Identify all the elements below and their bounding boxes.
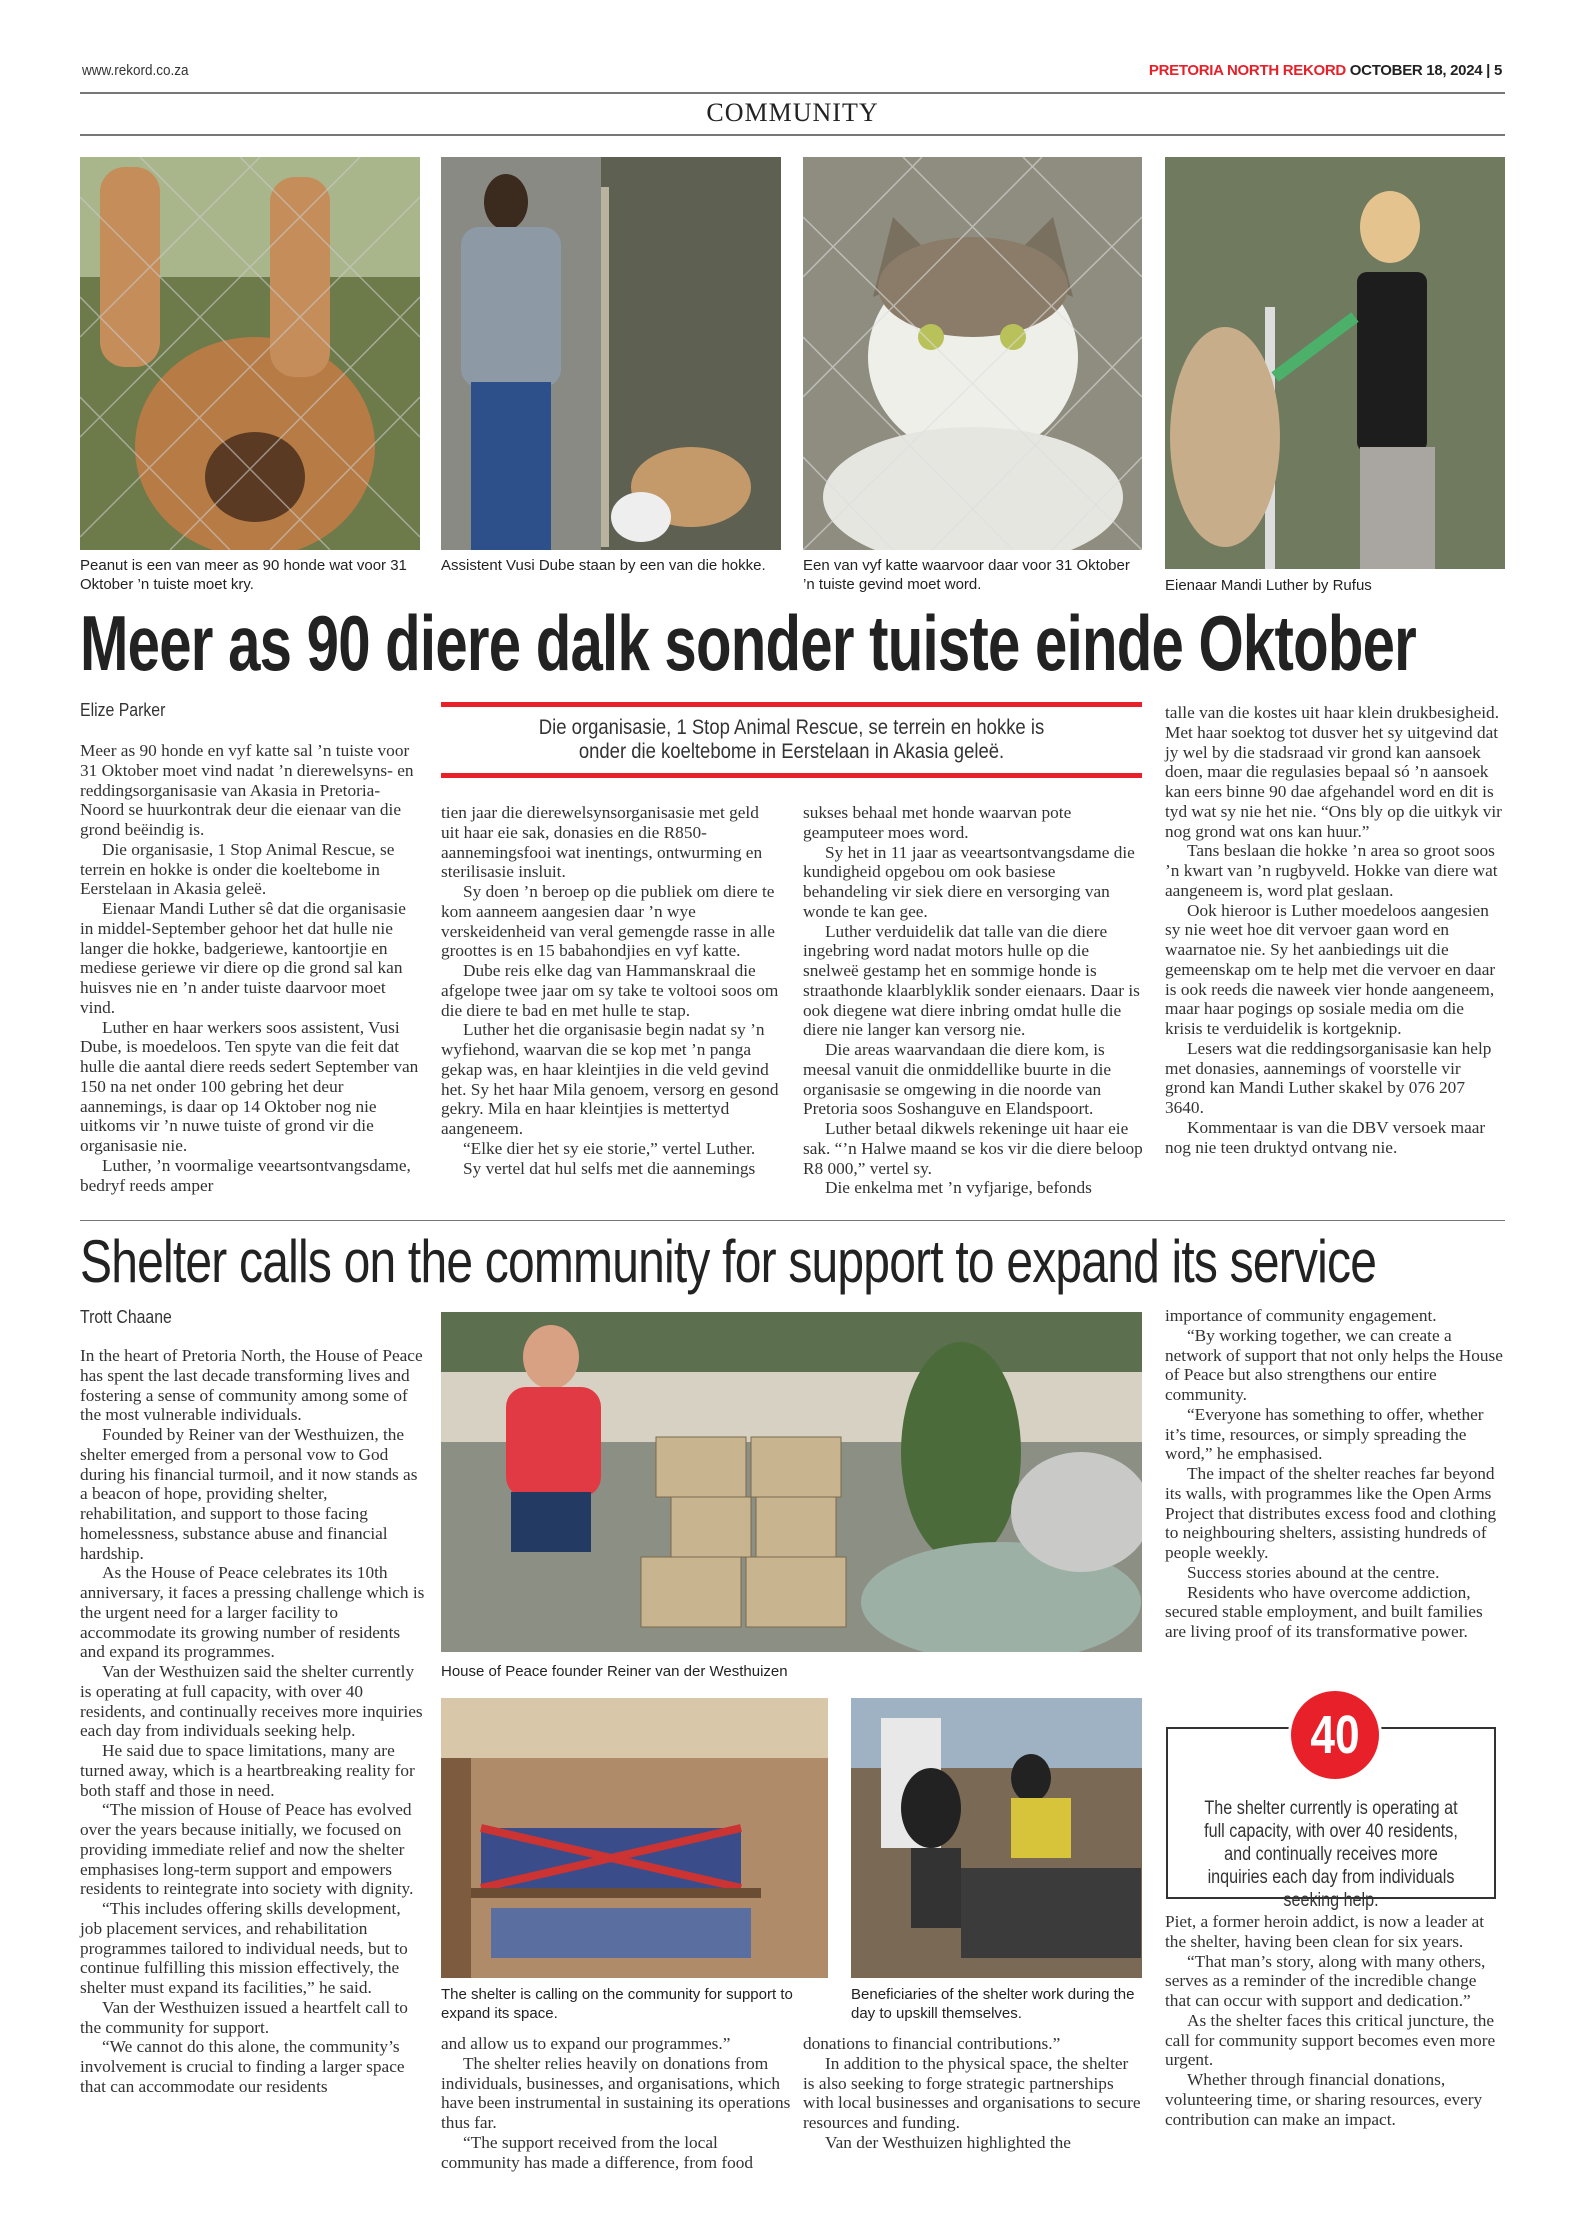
- paragraph: sukses behaal met honde waarvan pote geamputeer moes word.: [803, 803, 1072, 842]
- paragraph: Van der Westhuizen issued a heartfelt call to the community for support.: [80, 1997, 408, 2037]
- photo-caption: The shelter is calling on the community for support to expand its space.: [441, 1986, 793, 2022]
- photo-caption: Beneficiaries of the shelter work during the day to upskill themselves.: [851, 1986, 1135, 2022]
- photo-owner: [1165, 157, 1505, 569]
- paragraph: Die enkelma met ’n vyfjarige, befonds: [825, 1178, 1092, 1198]
- paragraph: Dube reis elke dag van Hammanskraal die afgelope twee jaar om sy take te voltooi soos om die diere te bad en met hulle te stap.: [441, 961, 779, 1020]
- section-title: COMMUNITY: [706, 98, 879, 127]
- photo-cat: [803, 157, 1142, 550]
- divider: [80, 92, 1505, 94]
- photo-founder: [441, 1312, 1142, 1652]
- issue-date: OCTOBER 18, 2024: [1349, 62, 1483, 79]
- paragraph: “The mission of House of Peace has evolved over the years because initially, we focused on providing immediate relief and now the shelter emphasises long-term support and empowers residents to reintegrate into society with dignity.: [80, 1800, 414, 1899]
- paragraph: Tans beslaan die hokke ’n area so groot soos ’n kwart van ’n rugbyveld. Hokke van diere wat aangeneem is, word plat geslaan.: [1165, 841, 1498, 900]
- paragraph: “We cannot do this alone, the community’s involvement is crucial to finding a larger space that can accommodate our residents: [80, 2037, 405, 2096]
- paragraph: Sy vertel dat hul selfs met die aannemings: [463, 1158, 756, 1178]
- paragraph: tien jaar die dierewelsynsorganisasie met geld uit haar eie sak, donasies en die R850-aannemingsfooi wat inentings, ontwurming en sterilisasie insluit.: [441, 803, 763, 882]
- headline: Meer as 90 diere dalk sonder tuiste einde Oktober: [80, 599, 1417, 687]
- article2-column-2: [441, 2034, 791, 2172]
- article1-column-1: [80, 741, 420, 1195]
- paragraph: Sy het in 11 jaar as veeartsontvangsdame die kundigheid opgebou om ook basiese behandeling vir siek diere en versorging van wonde te kan gee.: [803, 842, 1135, 921]
- paragraph: “Elke dier het sy eie storie,” vertel Luther.: [463, 1138, 756, 1158]
- paragraph: As the House of Peace celebrates its 10th anniversary, it faces a pressing challenge which is the urgent need for a larger facility to accommodate its growing number of residents and expand its programmes.: [80, 1563, 425, 1662]
- paragraph: Luther betaal dikwels rekeninge uit haar eie sak. “’n Halwe maand se kos vir die diere beloop R8 000,” vertel sy.: [803, 1119, 1143, 1178]
- paragraph: In the heart of Pretoria North, the House of Peace has spent the last decade transforming lives and fostering a sense of community among some of the most vulnerable individuals.: [80, 1346, 423, 1425]
- separator: |: [1486, 62, 1491, 79]
- paragraph: Die areas waarvandaan die diere kom, is meesal vanuit die onmiddellike buurte in die organisasie se omgewing in die noorde van Pretoria soos Soshanguve en Elandspoort.: [803, 1040, 1112, 1119]
- divider: [80, 134, 1505, 136]
- paragraph: Meer as 90 honde en vyf katte sal ’n tuiste voor 31 Oktober moet vind nadat ’n dierewelsyns- en reddingsorganisasie van Akasia in Pretoria-Noord se huurkontrak deur die eienaar van die grond beëindig is.: [80, 741, 414, 839]
- pull-quote: [441, 702, 1142, 778]
- fact-number: 40: [1310, 1705, 1360, 1765]
- paragraph: “Everyone has something to offer, whether it’s time, resources, or simply spreading the word,” he emphasised.: [1165, 1404, 1484, 1464]
- paper-name: PRETORIA NORTH REKORD: [1148, 62, 1346, 79]
- paragraph: Kommentaar is van die DBV versoek maar nog nie teen druktyd ontvang nie.: [1165, 1117, 1486, 1157]
- masthead: [1149, 62, 1502, 79]
- paragraph: Die organisasie, 1 Stop Animal Rescue, se terrein en hokke is onder die koeltebome in Eerstelaan in Akasia geleë.: [80, 839, 395, 899]
- website-url[interactable]: www.rekord.co.za: [82, 62, 189, 79]
- article2-column-4: [1165, 1306, 1505, 1642]
- paragraph: Luther, ’n voormalige veeartsontvangsdame, bedryf reeds amper: [80, 1155, 411, 1195]
- article2-column-5: [1165, 1912, 1505, 2129]
- paragraph: Lesers wat die reddingsorganisasie kan help met donasies, aannemings of voorstelle vir grond kan Mandi Luther skakel by 076 207 3640.: [1165, 1038, 1492, 1117]
- paragraph: As the shelter faces this critical juncture, the call for community support becomes even more urgent.: [1165, 2010, 1496, 2070]
- divider: [80, 1220, 1505, 1221]
- paragraph: talle van die kostes uit haar klein drukbesigheid. Met haar soektog tot dusver het sy uitgevind dat jy wel by die stadsraad vir grond kan aansoek doen, maar die regulasies bepaal só ’n aansoek kan eers binne 90 dae afgehandel word en dit is tyd wat sy nie het nie. “Ons bly op die uitkyk vir nog grond wat ons kan huur.”: [1165, 703, 1502, 841]
- paragraph: “That man’s story, along with many others, serves as a reminder of the incredible change that can occur with support and dedication.”: [1165, 1951, 1486, 2010]
- photo-caption: House of Peace founder Reiner van der Westhuizen: [441, 1663, 788, 1680]
- paragraph: “This includes offering skills development, job placement services, and rehabilitation programmes tailored to individual needs, but to continue fulfilling this mission effectively, the shelter must expand its facilities,” he said.: [80, 1899, 408, 1997]
- photo-caption: Een van vyf katte waarvoor daar voor 31 Oktober ’n tuiste gevind moet word.: [803, 557, 1130, 593]
- headline: Shelter calls on the community for support to expand its service: [80, 1228, 1377, 1295]
- photo-assistant: [441, 157, 781, 550]
- article1-column-3: [803, 803, 1143, 1198]
- fact-box-text: The shelter currently is operating at full capacity, with over 40 residents, and continually receives more inquiries each day from individuals seeking help.: [1204, 1798, 1458, 1911]
- photo-caption: Peanut is een van meer as 90 honde wat voor 31 Oktober ’n tuiste moet kry.: [80, 557, 407, 593]
- photo-workers: [851, 1698, 1142, 1978]
- paragraph: “By working together, we can create a network of support that not only helps the House of Peace but also strengthens our entire community.: [1165, 1325, 1503, 1404]
- article1-column-4: [1165, 703, 1505, 1157]
- paragraph: The impact of the shelter reaches far beyond its walls, with programmes like the Open Arms Project that distributes excess food and clothing to neighbouring shelters, assisting hundreds of people weekly.: [1165, 1464, 1497, 1562]
- paragraph: donations to financial contributions.”: [803, 2034, 1061, 2053]
- paragraph: importance of community engagement.: [1165, 1306, 1437, 1325]
- photo-caption: Eienaar Mandi Luther by Rufus: [1165, 577, 1372, 594]
- photo-dog: [80, 157, 420, 550]
- paragraph: He said due to space limitations, many are turned away, which is a heartbreaking reality for both staff and those in need.: [80, 1741, 415, 1800]
- paragraph: In addition to the physical space, the shelter is also seeking to forge strategic partnerships with local businesses and organisations to secure resources and funding.: [803, 2053, 1141, 2132]
- paragraph: Residents who have overcome addiction, secured stable employment, and built families are living proof of its transformative power.: [1165, 1582, 1483, 1641]
- paragraph: Sy doen ’n beroep op die publiek om diere te kom aanneem aangesien daar ’n wye verskeidenheid van veral gemengde rasse in alle groottes is en 15 babahondjies en vyf katte.: [441, 882, 775, 961]
- page-number: 5: [1493, 62, 1502, 79]
- byline: Elize Parker: [80, 700, 166, 720]
- paragraph: Success stories abound at the centre.: [1187, 1562, 1440, 1582]
- paragraph: Whether through financial donations, volunteering time, or sharing resources, every contribution can make an impact.: [1165, 2070, 1483, 2129]
- fact-number-badge: [1288, 1688, 1382, 1782]
- paragraph: Van der Westhuizen said the shelter currently is operating at full capacity, with over 40 residents, and continually receives more inquiries each day from individuals seeking help.: [80, 1662, 423, 1741]
- byline: Trott Chaane: [80, 1307, 172, 1327]
- paragraph: Van der Westhuizen highlighted the: [825, 2132, 1071, 2152]
- article1-column-2: [441, 803, 781, 1178]
- paragraph: The shelter relies heavily on donations from individuals, businesses, and organisations, which have been instrumental in sustaining its operations thus far.: [441, 2053, 791, 2132]
- paragraph: and allow us to expand our programmes.”: [441, 2034, 731, 2053]
- paragraph: “The support received from the local community has made a difference, from food: [441, 2132, 754, 2172]
- paragraph: Eienaar Mandi Luther sê dat die organisasie in middel-September gehoor het dat hulle nie langer die hokke, badgeriewe, kantoortjie en mediese geriewe vir diere op die grond sal kan huisves nie en ’n ander tuiste daarvoor moet vind.: [80, 899, 406, 1017]
- paragraph: Luther en haar werkers soos assistent, Vusi Dube, is moedeloos. Ten spyte van die feit dat hulle die aantal diere reeds sedert September van 150 na net onder 100 gebring het deur aannemings, is daar op 14 Oktober nog nie uitkoms vir ’n nuwe tuiste of grond vir die organisasie nie.: [80, 1017, 419, 1155]
- photo-caption: Assistent Vusi Dube staan by een van die hokke.: [441, 557, 766, 574]
- paragraph: Piet, a former heroin addict, is now a leader at the shelter, having been clean for six years.: [1165, 1912, 1485, 1951]
- paragraph: Luther verduidelik dat talle van die diere ingebring word nadat motors hulle op die snelweë gestamp het en sommige honde is straathonde klaarblyklik sonder eienaars. Daar is ook diegene wat diere inbring omdat hulle die diere nie langer kan versorg nie.: [803, 921, 1140, 1040]
- article2-column-1: [80, 1346, 425, 2097]
- article2-column-3: [803, 2034, 1143, 2153]
- paragraph: Luther het die organisasie begin nadat sy ’n wyfiehond, waarvan die se kop met ’n panga gekap was, en haar kleintjies in die veld gevind het. Sy het haar Mila genoem, versorg en gesond gekry. Mila en haar kleintjies is mettertyd aangeneem.: [441, 1020, 779, 1138]
- pull-quote-text: Die organisasie, 1 Stop Animal Rescue, se terrein en hokke is onder die koeltebome in Eerstelaan in Akasia geleë.: [538, 716, 1045, 763]
- photo-dormitory: [441, 1698, 828, 1978]
- paragraph: Founded by Reiner van der Westhuizen, the shelter emerged from a personal vow to God during his financial turmoil, and it now stands as a beacon of hope, providing shelter, rehabilitation, and support to those facing homelessness, substance abuse and financial hardship.: [80, 1425, 418, 1563]
- paragraph: Ook hieroor is Luther moedeloos aangesien sy nie weet hoe dit vervoer gaan word en waarnatoe nie. Sy het aanbiedings uit die gemeenskap om te help met die vervoer en daar is ook reeds die naweek vier honde aangeneem, maar haar pogings op sosiale media om die krisis te verduidelik is kortgeknip.: [1165, 900, 1496, 1038]
